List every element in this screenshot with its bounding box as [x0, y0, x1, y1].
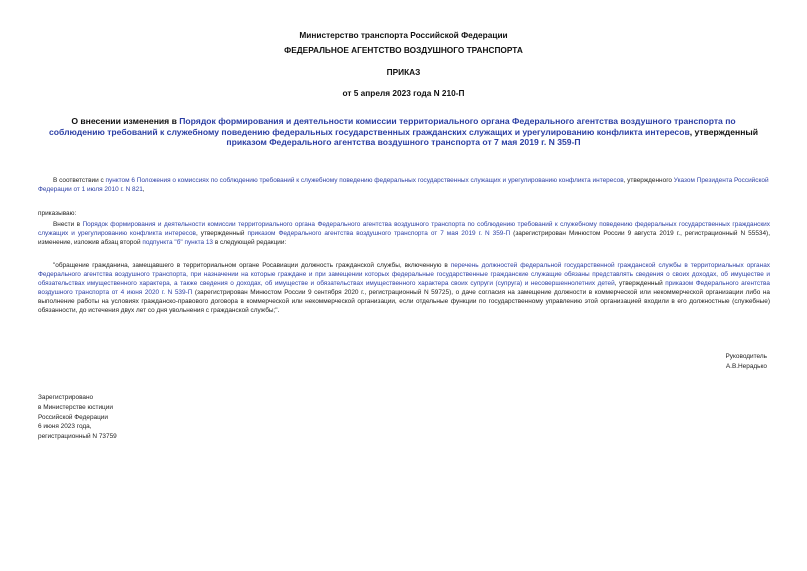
registration-line: Зарегистрировано — [38, 394, 94, 401]
preamble-link-regulation[interactable]: пунктом 6 Положения о комиссиях по соблюдению требований к служебному поведению федеральных государственных служащих и урегулированию конфликта интересов — [105, 177, 624, 184]
quoted-paragraph — [38, 261, 770, 316]
preamble-paragraph — [38, 176, 770, 194]
ministry-name: Министерство транспорта Российской Федерации — [299, 30, 508, 40]
signature-name: А.В.Нерадько — [725, 363, 767, 370]
instruction-link-order[interactable]: приказом Федерального агентства воздушного транспорта от 7 мая 2019 г. N 359-П — [247, 230, 511, 238]
instruction-text-4: в следующей редакции: — [213, 239, 287, 247]
title-text-2: , утвержденный — [689, 126, 759, 137]
title-link-procedure[interactable]: Порядок формирования и деятельности комиссии территориального органа Федерального агентства воздушного транспорта по соблюдению требований к служебному поведению федеральных государственных гражданских служащих и урегулированию конфликта интересов — [48, 116, 736, 137]
document-type: ПРИКАЗ — [386, 67, 421, 77]
instruction-text-2: , утвержденный — [195, 230, 248, 238]
registration-line: Российской Федерации — [38, 413, 109, 421]
preamble-text-3: , — [142, 186, 145, 194]
registration-line: в Министерстве юстиции — [38, 403, 113, 411]
quote-text-2: , утвержденный — [614, 280, 666, 288]
order-word: приказываю: — [38, 210, 77, 217]
registration-line: 6 июня 2023 года, — [38, 423, 92, 431]
title-link-order[interactable]: приказом Федерального агентства воздушного транспорта от 7 мая 2019 г. N 359-П — [226, 137, 581, 148]
registration-block — [38, 393, 238, 442]
preamble-link-decree[interactable]: Указом Президента Российской Федерации от 1 июля 2010 г. N 821 — [38, 177, 769, 194]
quote-text-3: (зарегистрирован Минюстом России 9 сентября 2020 г., регистрационный N 59725), о даче согласия на замещение должности в коммерческой или некоммерческой организации либо на выполнение работы на условиях гражданско-правового договора в коммерческой или некоммерческой организации, если отдельные функции по государственному управлению этой организацией входили в его должностные (служебные) обязанности, до истечения двух лет со дня увольнения с гражданской службы;". — [38, 289, 770, 315]
quote-text-1: "обращение гражданина, замещавшего в территориальном органе Росавиации должность гражданской службы, включенную в — [53, 262, 451, 269]
document-title — [44, 116, 763, 148]
agency-name: ФЕДЕРАЛЬНОЕ АГЕНТСТВО ВОЗДУШНОГО ТРАНСПОРТА — [284, 45, 523, 55]
document-date-number: от 5 апреля 2023 года N 210-П — [342, 88, 465, 98]
title-text-1: О внесении изменения в — [71, 116, 180, 126]
instruction-link-subpoint[interactable]: подпункта "б" пункта 13 — [142, 239, 214, 247]
instruction-text-3: (зарегистрирован Минюстом России 9 августа 2019 г., регистрационный N 55534), изменение, изложив абзац второй — [38, 230, 770, 247]
registration-line: регистрационный N 73759 — [38, 433, 117, 441]
preamble-text-1: В соответствии с — [53, 177, 106, 184]
instruction-link-procedure[interactable]: Порядок формирования и деятельности комиссии территориального органа Федерального агентства воздушного транспорта по соблюдению требований к служебному поведению федеральных государственных гражданских служащих и урегулированию конфликта интересов — [38, 221, 770, 238]
quote-link-list[interactable]: перечень должностей федеральной государственной гражданской службы в территориальных органах Федерального агентства воздушного транспорта, при назначении на которые граждане и при замещении которых федеральные государственные гражданские служащие обязаны представлять сведения о своих доходах, об имуществе и обязательствах имущественного характера, а также сведения о доходах, об имуществе и обязательствах имущественного характера своих супруги (супруга) и несовершеннолетних детей — [38, 262, 770, 288]
instruction-paragraph — [38, 220, 770, 247]
signature-position: Руководитель — [725, 353, 767, 360]
quote-link-order[interactable]: приказом Федерального агентства воздушного транспорта от 4 июня 2020 г. N 539-П — [38, 280, 770, 297]
preamble-text-2: , утвержденного — [623, 177, 674, 184]
instruction-text-1: Внести в — [53, 221, 83, 228]
